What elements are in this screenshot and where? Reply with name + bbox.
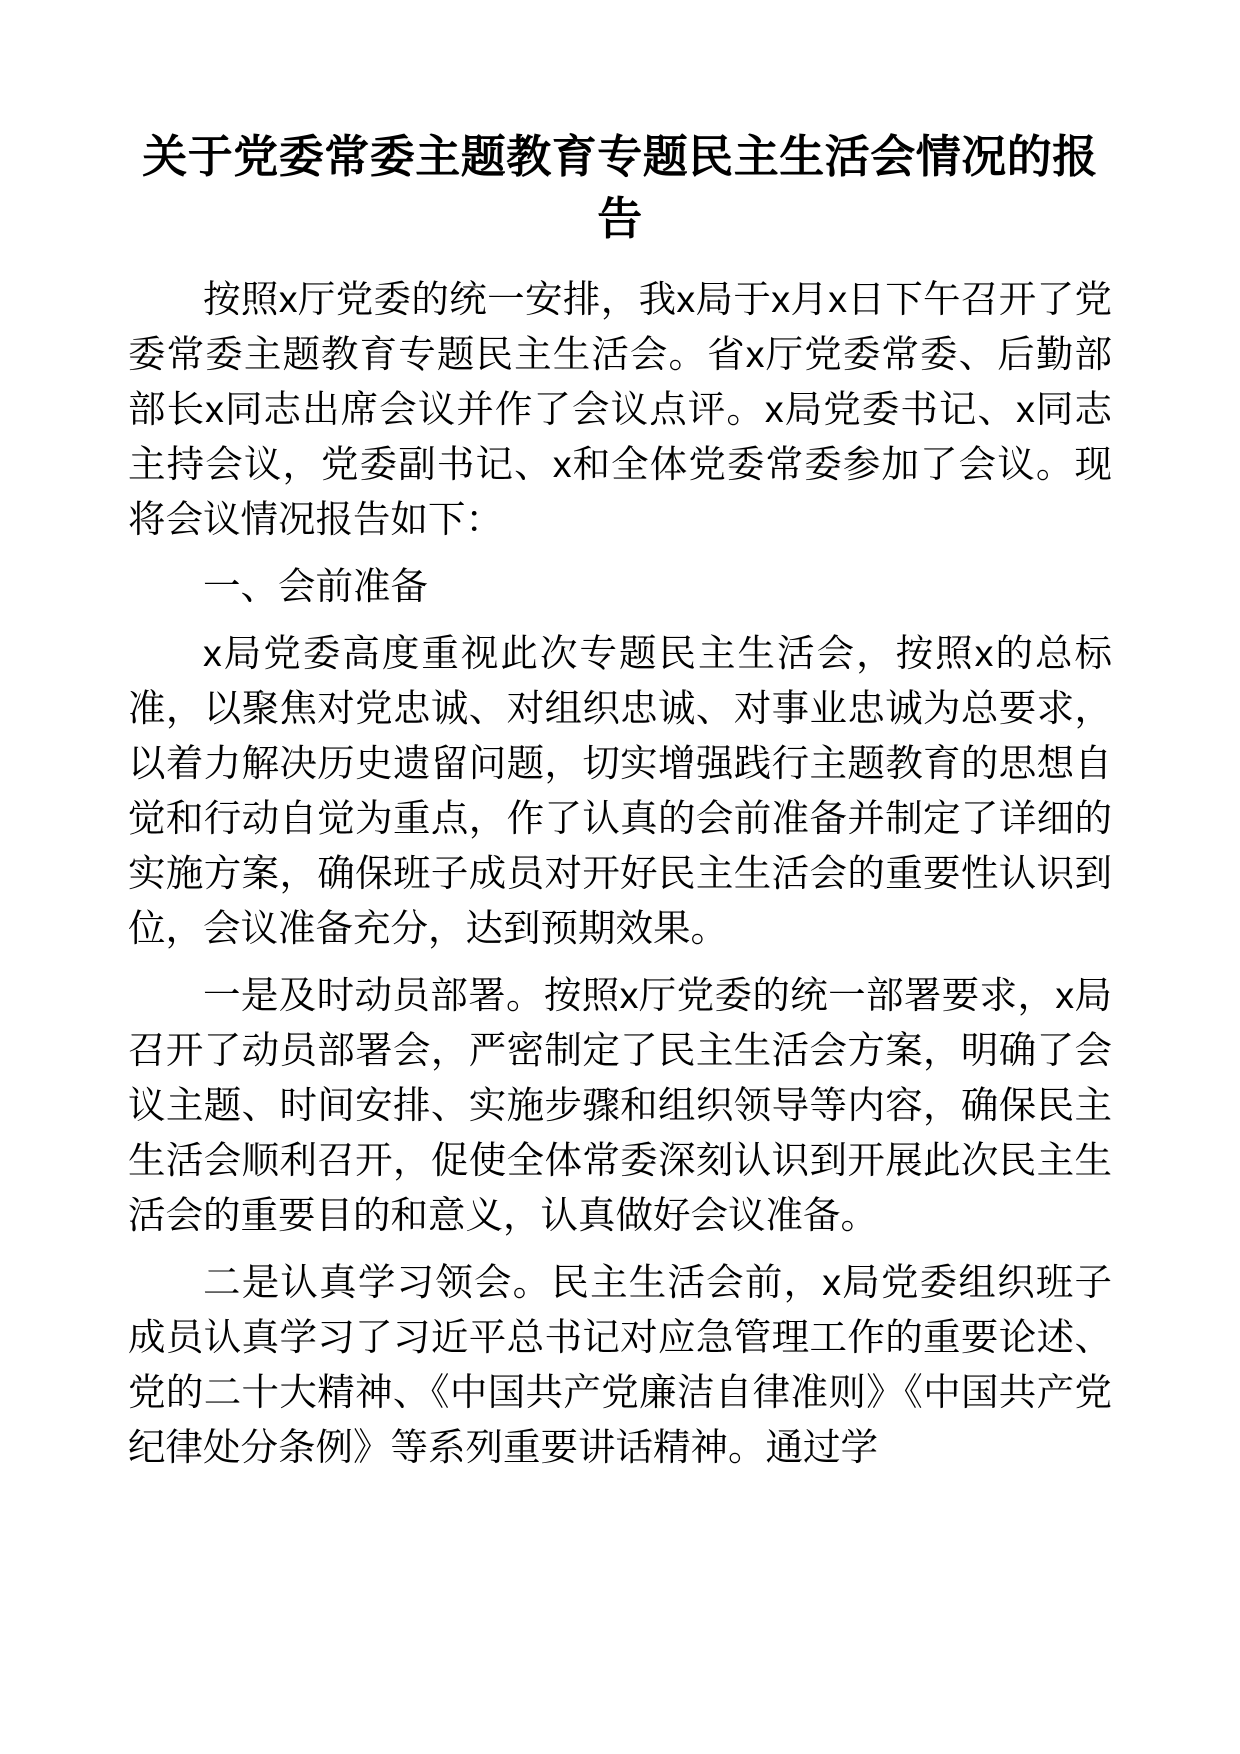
point-two-paragraph: 二是认真学习领会。民主生活会前，x局党委组织班子成员认真学习了习近平总书记对应急管理工作的重要论述、党的二十大精神、《中国共产党廉洁自律准则》《中国共产党纪律处分条例》等系列重要讲话精神。通过学 [128, 1261, 1112, 1468]
paragraph-spacer [128, 956, 1112, 968]
paragraph-spacer [128, 614, 1112, 626]
preparation-overview-paragraph: x局党委高度重视此次专题民主生活会，按照x的总标准，以聚焦对党忠诚、对组织忠诚、对事业忠诚为总要求，以着力解决历史遗留问题，切实增强践行主题教育的思想自觉和行动自觉为重点，作了认真的会前准备并制定了详细的实施方案，确保班子成员对开好民主生活会的重要性认识到位，会议准备充分，达到预期效果。 [128, 632, 1112, 949]
page-title: 关于党委常委主题教育专题民主生活会情况的报告 [142, 131, 1098, 244]
document-body [128, 272, 1112, 1475]
section-heading-one: 一、会前准备 [203, 565, 428, 607]
paragraph-spacer [128, 1243, 1112, 1255]
point-one-paragraph: 一是及时动员部署。按照x厅党委的统一部署要求，x局召开了动员部署会，严密制定了民主生活会方案，明确了会议主题、时间安排、实施步骤和组织领导等内容，确保民主生活会顺利召开，促使全体常委深刻认识到开展此次民主生活会的重要目的和意义，认真做好会议准备。 [128, 974, 1112, 1236]
paragraph-spacer [128, 547, 1112, 559]
intro-paragraph: 按照x厅党委的统一安排，我x局于x月x日下午召开了党委常委主题教育专题民主生活会。省x厅党委常委、后勤部部长x同志出席会议并作了会议点评。x局党委书记、x同志主持会议，党委副书记、x和全体党委常委参加了会议。现将会议情况报告如下： [128, 278, 1112, 540]
